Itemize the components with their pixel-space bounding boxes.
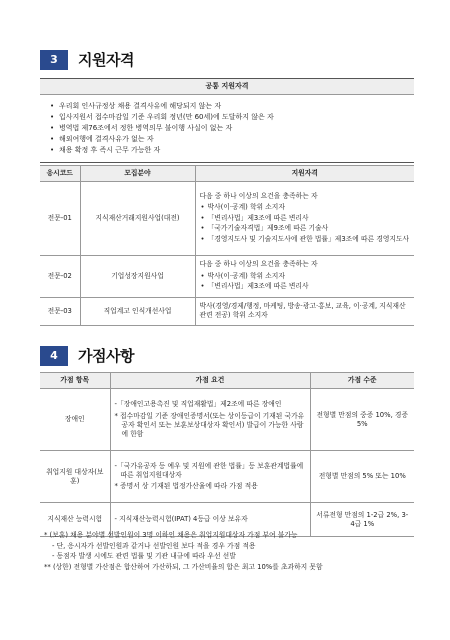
- section3-title: 지원자격: [78, 51, 134, 69]
- code-cell: 전문-03: [40, 298, 80, 325]
- code-cell: 전문-01: [40, 182, 80, 256]
- requirement-note: * 증명서 상 기재된 법정가산율에 따라 가점 적용: [114, 482, 258, 491]
- list-item: • 병역법 제76조에서 정한 병역의무 불이행 사실이 없는 자: [50, 124, 408, 133]
- requirement-line: - 지식재산능력시험(IPAT) 4등급 이상 보유자: [114, 515, 248, 524]
- list-item: • 채용 확정 후 즉시 근무 가능한 자: [50, 146, 408, 155]
- footnote: * (보훈) 채용 분야별 선발인원이 3명 이하인 채용은 취업지원대상자 가점 부여 불가능: [44, 531, 298, 539]
- list-item: • 「국가기술자격법」제9조에 따른 기술사: [200, 224, 411, 233]
- requirement-line: -「국가유공자 등 예우 및 지원에 관한 법률」등 보훈관계법률에 따른 취업지원대상자: [114, 461, 304, 480]
- footnote: ** (상한) 전형별 가산점은 합산하여 가산하되, 그 가산비율의 합은 최고 10%를 초과하지 못함: [44, 562, 323, 571]
- footnotes: [44, 530, 424, 572]
- list-item: • 박사(이·공계) 학위 소지자: [200, 203, 411, 212]
- bonus-level-cell: 전형별 만점의 중증 10%, 경증 5%: [310, 389, 414, 451]
- list-item: • 「경영지도사 및 기술지도사에 관한 법률」제3조에 따른 경영지도사: [200, 235, 411, 244]
- list-item: • 「변리사법」제3조에 따른 변리사: [200, 282, 411, 291]
- common-qualifications-header: 공통 지원자격: [40, 79, 414, 95]
- column-header: 가점 항목: [40, 373, 110, 389]
- section4-title: 가점사항: [78, 347, 134, 365]
- list-item: • 입사지원서 접수마감일 기준 우리회 정년(만 60세)에 도달하지 않은 자: [50, 113, 408, 122]
- requirement-note: * 접수마감일 기준 장애인증명서(또는 상이등급이 기재된 국가유공자 확인서 또는 보훈보상대상자 확인서) 발급이 가능한 사람에 한함: [114, 411, 305, 438]
- list-item: • 우리회 인사규정상 채용 결격사유에 해당되지 않는 자: [50, 102, 408, 111]
- table-row: [40, 451, 414, 503]
- qualification-cell: 박사(경영/경제/행정, 마케팅, 방송·광고·홍보, 교육, 이·공계, 지식재산 관련 전공) 학위 소지자: [195, 298, 414, 325]
- field-cell: 직업계고 인식개선사업: [80, 298, 195, 325]
- common-qualifications-list: [40, 95, 414, 161]
- bonus-requirement-cell: [110, 451, 310, 503]
- common-qualifications-box: [40, 78, 414, 163]
- footnote: - 동점자 발생 시에도 관련 법률 및 기관 내규에 따라 우선 선발: [52, 552, 236, 561]
- column-header: 모집분야: [80, 166, 195, 182]
- section4-heading: [40, 346, 134, 366]
- qualification-list: [200, 203, 411, 244]
- column-header: 응시코드: [40, 166, 80, 182]
- bonus-requirement-cell: [110, 389, 310, 451]
- section4-number: 4: [40, 346, 68, 366]
- qualification-lead: 다음 중 하나 이상의 요건을 충족하는 자: [199, 260, 318, 269]
- column-header: 지원자격: [195, 166, 414, 182]
- bonus-level-cell: 전형별 만점의 5% 또는 10%: [310, 451, 414, 503]
- table-row: [40, 256, 414, 298]
- list-item: • 박사(이·공계) 학위 소지자: [200, 272, 411, 281]
- table-row: [40, 389, 414, 451]
- qualification-table: [40, 165, 414, 326]
- footnote: - 단, 응시자가 선발인원과 같거나 선발인원 보다 적을 경우 가점 적용: [52, 541, 256, 550]
- section3-number: 3: [40, 50, 68, 70]
- bonus-item-cell: 지식재산 능력시험: [40, 503, 110, 537]
- section3-heading: [40, 50, 134, 70]
- table-header-row: [40, 373, 414, 389]
- qualification-lead: 다음 중 하나 이상의 요건을 충족하는 자: [199, 191, 318, 200]
- bonus-item-cell: 취업지원 대상자(보훈): [40, 451, 110, 503]
- table-row: [40, 298, 414, 325]
- requirement-line: -「장애인고용촉진 및 직업재활법」제2조에 따른 장애인: [114, 400, 282, 409]
- list-item: • 해외여행에 결격사유가 없는 자: [50, 135, 408, 144]
- code-cell: 전문-02: [40, 256, 80, 298]
- table-row: [40, 182, 414, 256]
- bonus-level-cell: 서류전형 만점의 1-2급 2%, 3-4급 1%: [310, 503, 414, 537]
- qualification-cell: [195, 256, 414, 298]
- bonus-points-table: [40, 372, 414, 537]
- bonus-item-cell: 장애인: [40, 389, 110, 451]
- qualification-cell: [195, 182, 414, 256]
- list-item: • 「변리사법」제3조에 따른 변리사: [200, 214, 411, 223]
- column-header: 가점 요건: [110, 373, 310, 389]
- column-header: 가점 수준: [310, 373, 414, 389]
- table-header-row: [40, 166, 414, 182]
- field-cell: 기업성장지원사업: [80, 256, 195, 298]
- qualification-list: [200, 272, 411, 292]
- field-cell: 지식재산거래지원사업(대전): [80, 182, 195, 256]
